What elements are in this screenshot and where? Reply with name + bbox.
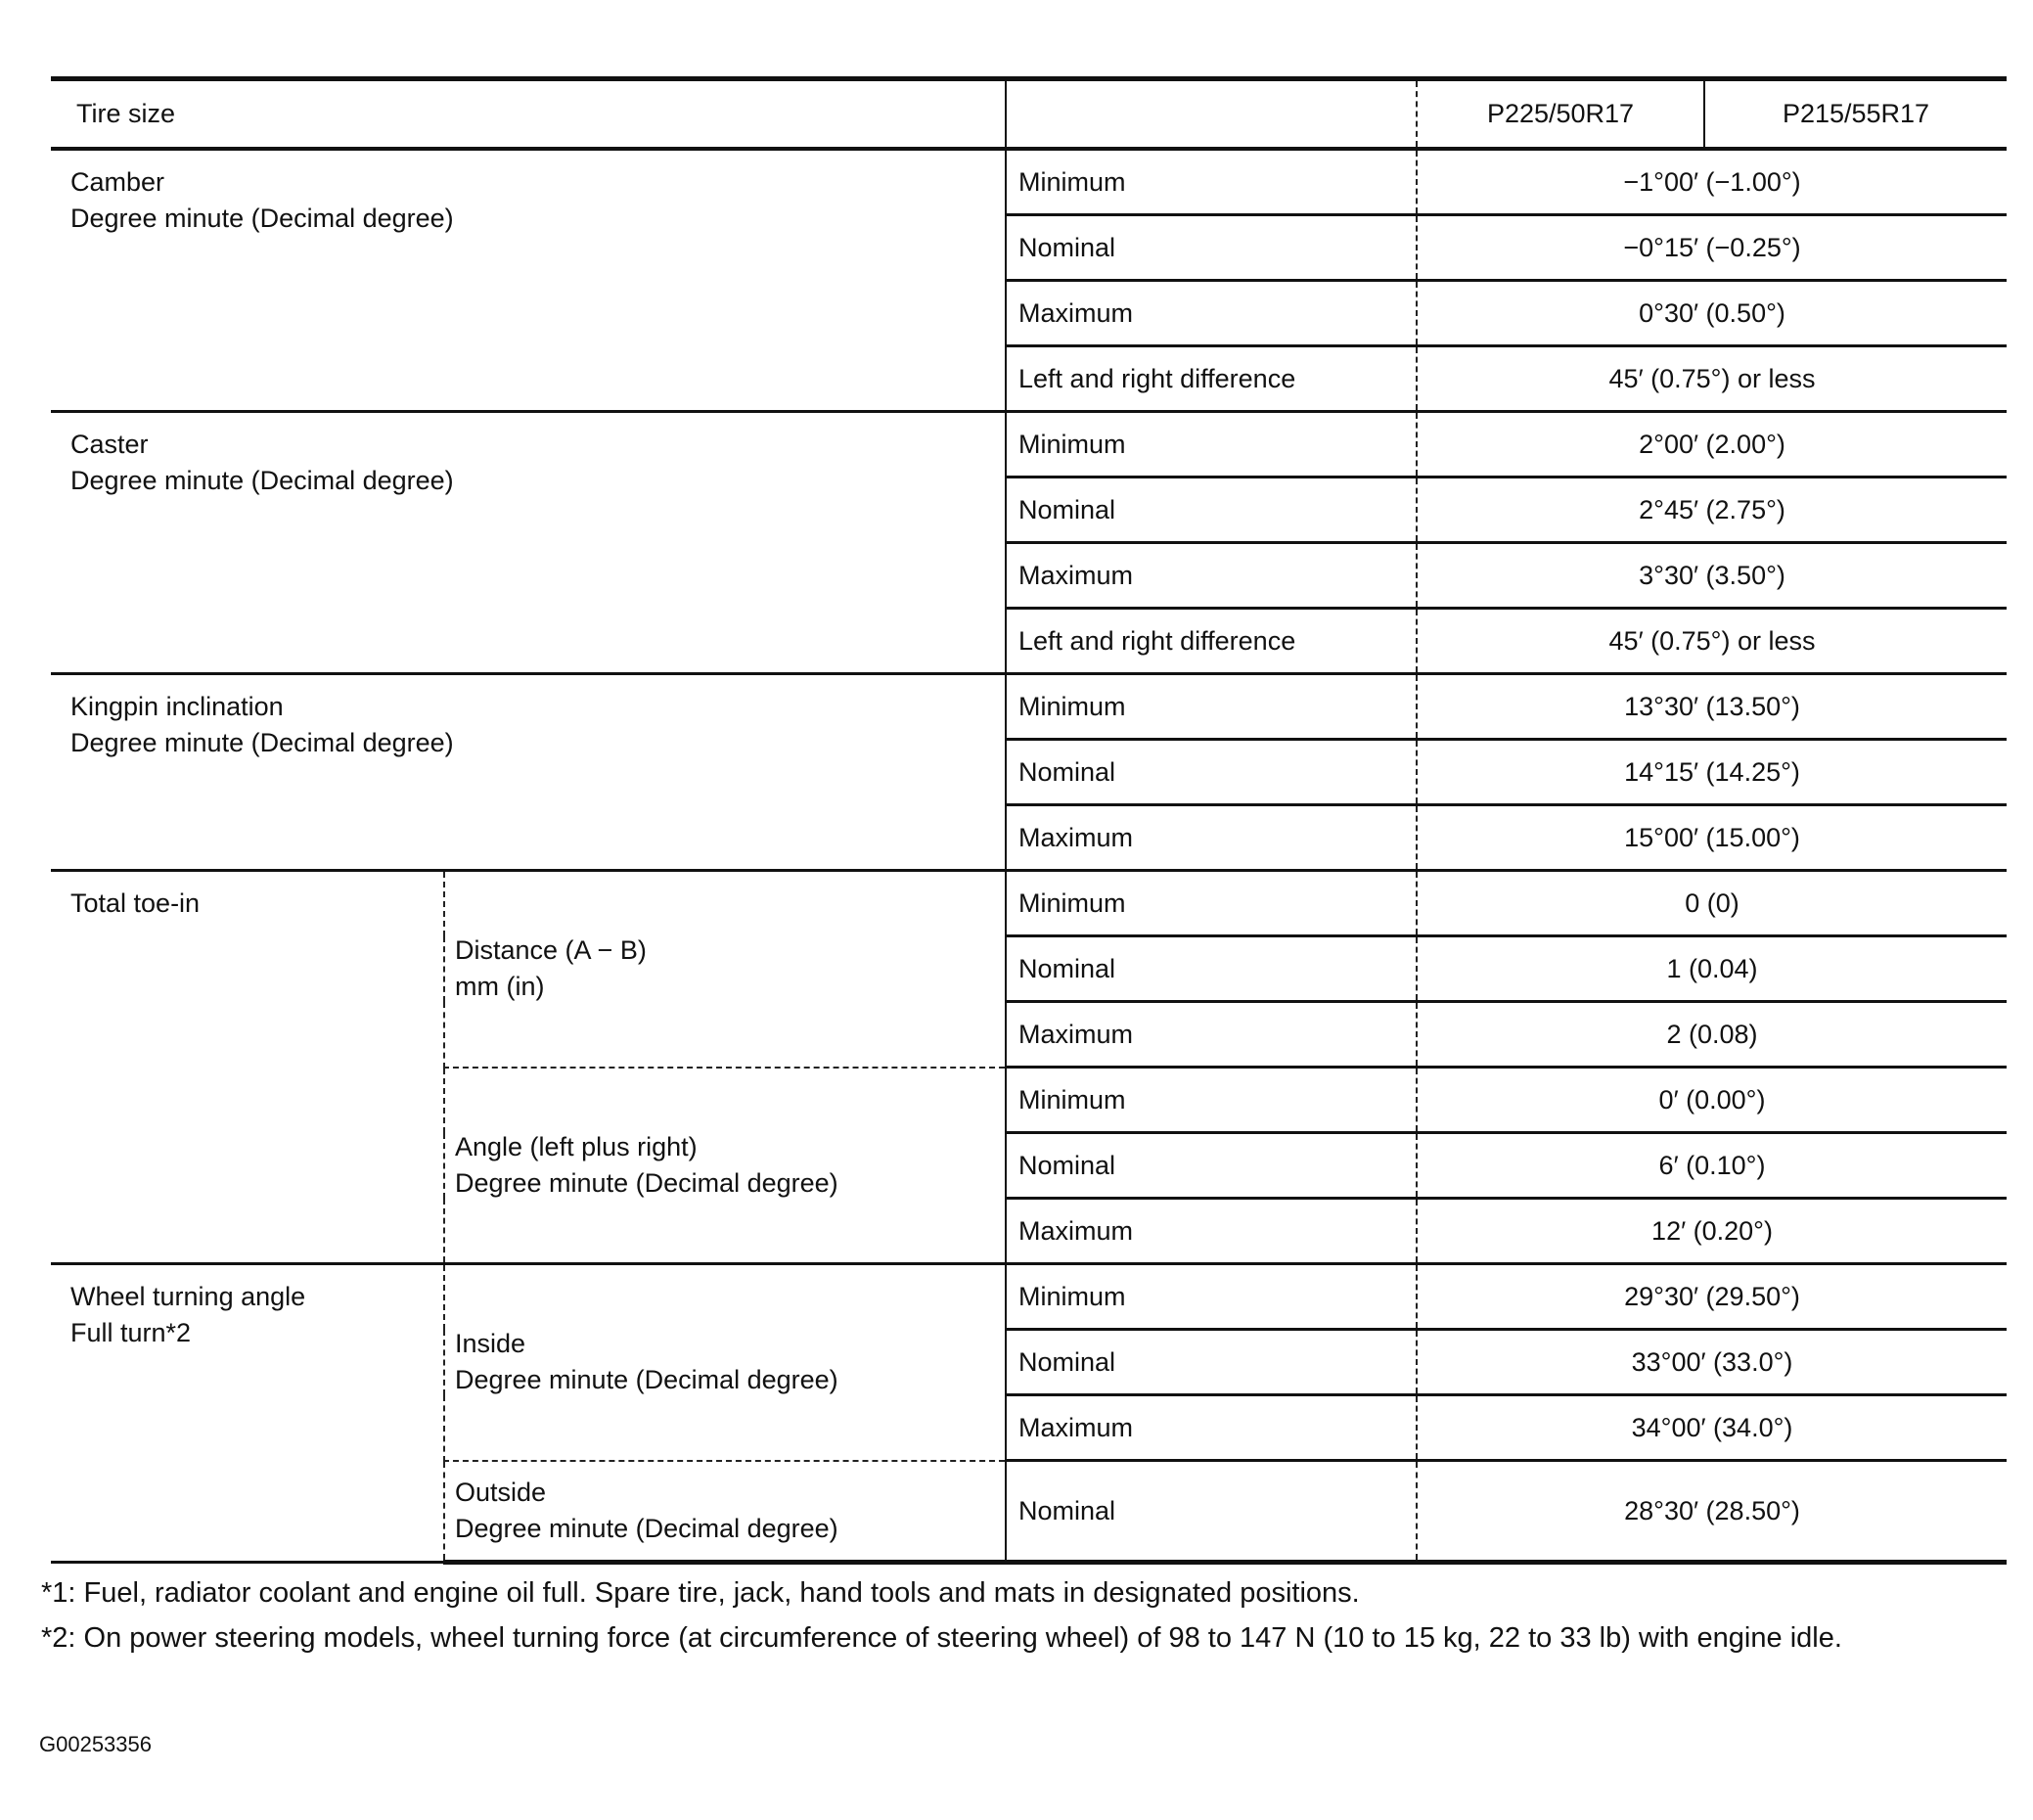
table-row xyxy=(51,412,2007,478)
spec-value: 13°30′ (13.50°) xyxy=(1417,674,2007,740)
spec-value: −0°15′ (−0.25°) xyxy=(1417,215,2007,281)
group-label-line: Degree minute (Decimal degree) xyxy=(70,466,454,495)
spec-value: 1 (0.04) xyxy=(1417,936,2007,1002)
group-label-line: Degree minute (Decimal degree) xyxy=(70,728,454,757)
group-label-line: Caster xyxy=(70,430,149,459)
spec-value: 0°30′ (0.50°) xyxy=(1417,281,2007,346)
tire-col-a-header: P225/50R17 xyxy=(1417,79,1704,150)
spec-item-label: Maximum xyxy=(1006,1002,1417,1068)
table-row xyxy=(51,871,2007,936)
spec-value: 45′ (0.75°) or less xyxy=(1417,346,2007,412)
group-label-line: Full turn*2 xyxy=(70,1318,192,1347)
table-row xyxy=(51,674,2007,740)
spec-value: 3°30′ (3.50°) xyxy=(1417,543,2007,609)
spec-item-label: Nominal xyxy=(1006,1461,1417,1563)
subgroup-label xyxy=(444,1068,1006,1264)
tire-size-header: Tire size xyxy=(51,79,1006,150)
spec-item-label: Nominal xyxy=(1006,215,1417,281)
spec-item-label: Maximum xyxy=(1006,543,1417,609)
footnote-2: *2: On power steering models, wheel turning force (at circumference of steering wheel) of 98 to 147 N (10 to 15 kg, 22 to 33 lb) with engine idle. xyxy=(41,1622,1842,1654)
header-row xyxy=(51,79,2007,150)
subgroup-label-line: Inside xyxy=(455,1329,526,1359)
group-label xyxy=(51,412,1006,674)
spec-value: 6′ (0.10°) xyxy=(1417,1133,2007,1199)
subgroup-label xyxy=(444,871,1006,1068)
spec-value: 28°30′ (28.50°) xyxy=(1417,1461,2007,1563)
spec-item-label: Nominal xyxy=(1006,478,1417,543)
spec-value: 12′ (0.20°) xyxy=(1417,1199,2007,1264)
spec-value: 0 (0) xyxy=(1417,871,2007,936)
group-label xyxy=(51,149,1006,412)
table-row xyxy=(51,149,2007,215)
subgroup-label xyxy=(444,1264,1006,1461)
subgroup-label-line: Degree minute (Decimal degree) xyxy=(455,1167,838,1198)
spec-item-label: Minimum xyxy=(1006,1264,1417,1330)
spec-item-label: Minimum xyxy=(1006,1068,1417,1133)
spec-value: 45′ (0.75°) or less xyxy=(1417,609,2007,674)
spec-item-label: Nominal xyxy=(1006,936,1417,1002)
group-label-line: Kingpin inclination xyxy=(70,692,284,721)
group-label-line: Degree minute (Decimal degree) xyxy=(70,204,454,233)
spec-value: 33°00′ (33.0°) xyxy=(1417,1330,2007,1395)
wheel-alignment-spec-table xyxy=(51,76,2007,1565)
spec-value: 34°00′ (34.0°) xyxy=(1417,1395,2007,1461)
tire-col-b-header: P215/55R17 xyxy=(1704,79,2007,150)
spec-item-label: Nominal xyxy=(1006,740,1417,805)
spec-item-label: Minimum xyxy=(1006,674,1417,740)
spec-item-label: Maximum xyxy=(1006,805,1417,871)
figure-code: G00253356 xyxy=(39,1732,152,1756)
group-label xyxy=(51,674,1006,871)
spec-item-label: Nominal xyxy=(1006,1330,1417,1395)
spec-value: 29°30′ (29.50°) xyxy=(1417,1264,2007,1330)
subgroup-label-line: mm (in) xyxy=(455,972,545,1002)
spec-value: 2 (0.08) xyxy=(1417,1002,2007,1068)
spec-value: 2°45′ (2.75°) xyxy=(1417,478,2007,543)
spec-item-label: Maximum xyxy=(1006,1199,1417,1264)
footnote-1: *1: Fuel, radiator coolant and engine oil full. Spare tire, jack, hand tools and mats in designated positions. xyxy=(41,1577,1360,1609)
subgroup-label-line: Distance (A − B) xyxy=(455,935,647,966)
subgroup-label-line: Outside xyxy=(455,1477,547,1507)
spec-item-label: Minimum xyxy=(1006,412,1417,478)
spec-item-label: Left and right difference xyxy=(1006,346,1417,412)
spec-item-label: Left and right difference xyxy=(1006,609,1417,674)
subgroup-label-line: Degree minute (Decimal degree) xyxy=(455,1513,838,1543)
group-label xyxy=(51,871,444,1264)
subgroup-label-line: Angle (left plus right) xyxy=(455,1131,698,1161)
spec-item-label: Minimum xyxy=(1006,871,1417,936)
group-label-line: Total toe-in xyxy=(70,888,201,918)
spec-item-label: Nominal xyxy=(1006,1133,1417,1199)
subgroup-label-line: Degree minute (Decimal degree) xyxy=(455,1365,838,1395)
spec-value: 0′ (0.00°) xyxy=(1417,1068,2007,1133)
spec-item-label: Maximum xyxy=(1006,281,1417,346)
blank-header xyxy=(1006,79,1417,150)
spec-value: 15°00′ (15.00°) xyxy=(1417,805,2007,871)
spec-value: 14°15′ (14.25°) xyxy=(1417,740,2007,805)
subgroup-label xyxy=(444,1461,1006,1563)
spec-value: −1°00′ (−1.00°) xyxy=(1417,149,2007,215)
table-row xyxy=(51,1264,2007,1330)
spec-item-label: Minimum xyxy=(1006,149,1417,215)
group-label-line: Wheel turning angle xyxy=(70,1282,306,1311)
group-label-line: Camber xyxy=(70,167,165,197)
spec-value: 2°00′ (2.00°) xyxy=(1417,412,2007,478)
group-label xyxy=(51,1264,444,1563)
spec-item-label: Maximum xyxy=(1006,1395,1417,1461)
